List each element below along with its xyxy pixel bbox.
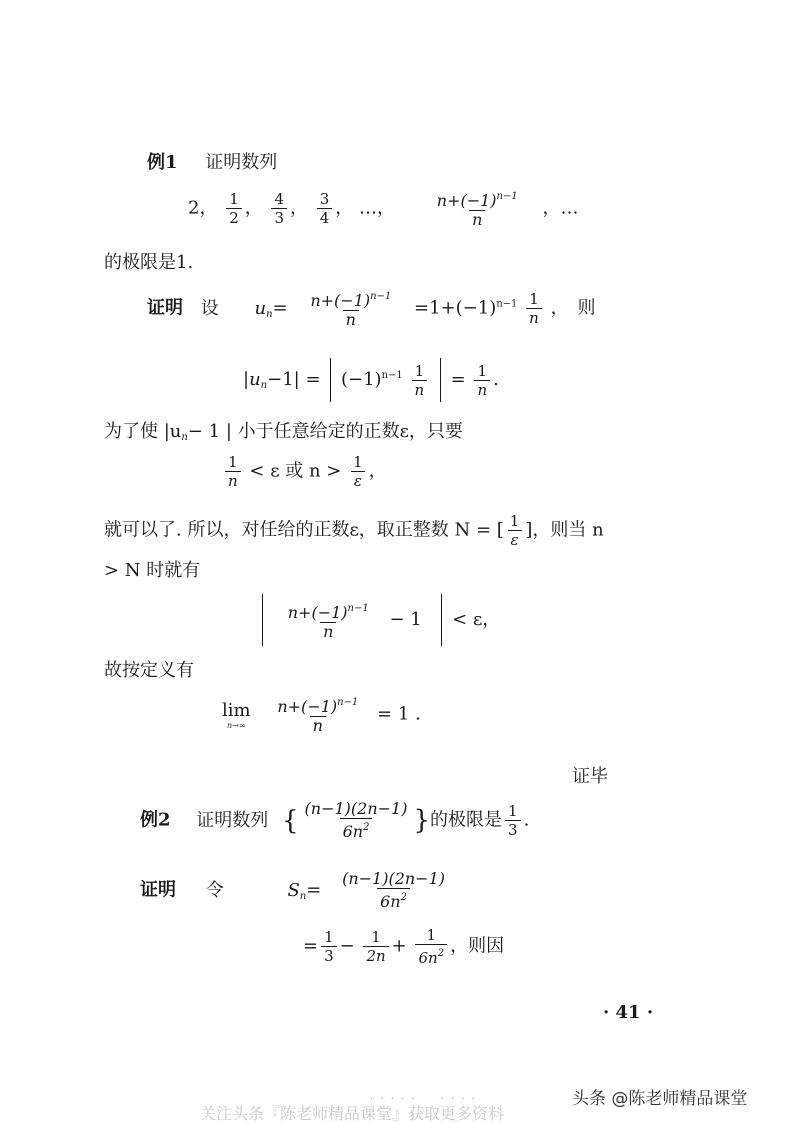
limit-equation: lim n→∞ $\frac{n+(-1)^{n-1}}{n}$ = 1 . [222, 697, 421, 735]
limit-statement: 的极限是1. [104, 252, 194, 273]
condition-line: 为了使 $|u_n- 1$ | 小于任意给定的正数ε，只要 [104, 421, 463, 443]
one-over-n: $\frac{1}{n}$ [526, 290, 542, 327]
footer-brand[interactable]: 头条 @陈老师精品课堂 [572, 1089, 748, 1109]
example-2-label: 例2 [140, 809, 171, 831]
seq-ellipsis: …， [359, 197, 396, 219]
un-symbol: $u_n$ [254, 297, 273, 320]
example-1-title: 证明数列 [205, 152, 278, 173]
seq-end: ，… [542, 197, 579, 219]
seq-term-4: $\frac{3}{4}$ [317, 190, 333, 227]
proof-2-line-1: 证明 令 $S_n=$ $\frac{(n-1)(2n-1)}{6n^2}$ [140, 869, 446, 911]
when-line: > N 时就有 [104, 560, 201, 581]
seq-term-3: $\frac{4}{3}$ [271, 190, 287, 227]
proof-1-label: 证明 [147, 297, 183, 319]
suffice-line: 就可以了. 所以，对任给的正数ε，取正整数 N = [ $\frac{1}{\varepsilon}$ ]，则当 n [104, 512, 604, 549]
seq-first-term: 2， [188, 197, 218, 219]
seq-general-term: $\frac{n+(-1)^{n-1}}{n}$ [436, 191, 518, 229]
proof-2-label: 证明 [140, 879, 176, 901]
example-1-heading [147, 148, 277, 174]
sequence-line: 2， $\frac{1}{2}$ ， $\frac{4}{3}$ ， $\frac{3}{4}$ ， …， $\frac{n+(-1)^{n-1}}{n}$ ，… [188, 190, 579, 229]
definition-line: 故按定义有 [104, 660, 194, 681]
scan-artifact: · · · · · · · · · [370, 1094, 477, 1105]
abs-identity: $|u_n-1| = (-1)^{n-1}$ $\frac{1}{n}$ = $\frac{1}{n}$ . [243, 358, 499, 402]
proof-2-line-2: = $\frac{1}{3}$ − $\frac{1}{2n}$ + $\frac{1}{6n^2}$ ，则因 [303, 926, 505, 967]
footer-watermark: 关注头条『陈老师精品课堂』获取更多资料 [200, 1104, 505, 1123]
inequality-line: $\frac{1}{n}$ < ε 或 n > $\frac{1}{\varepsilon}$ ， [222, 453, 387, 490]
un-definition-fraction: $\frac{n+(-1)^{n-1}}{n}$ [310, 291, 392, 329]
example-1-label: 例1 [147, 152, 178, 173]
epsilon-inequality: $\frac{n+(-1)^{n-1}}{n}$ − 1 < ε， [258, 594, 500, 646]
example-2-heading: 例2 证明数列 { $\frac{(n-1)(2n-1)}{6n^2}$ }的极限是 $\frac{1}{3}$ . [140, 799, 530, 841]
page-number: · 41 · [603, 1002, 654, 1023]
qed-mark: 证毕 [572, 766, 608, 787]
proof-1-line-1: 证明 设 $u_n=$ $\frac{n+(-1)^{n-1}}{n}$ $=1+(-1)^{n-1}$ $\frac{1}{n}$ ， 则 [147, 290, 596, 329]
seq-term-2: $\frac{1}{2}$ [226, 190, 242, 227]
